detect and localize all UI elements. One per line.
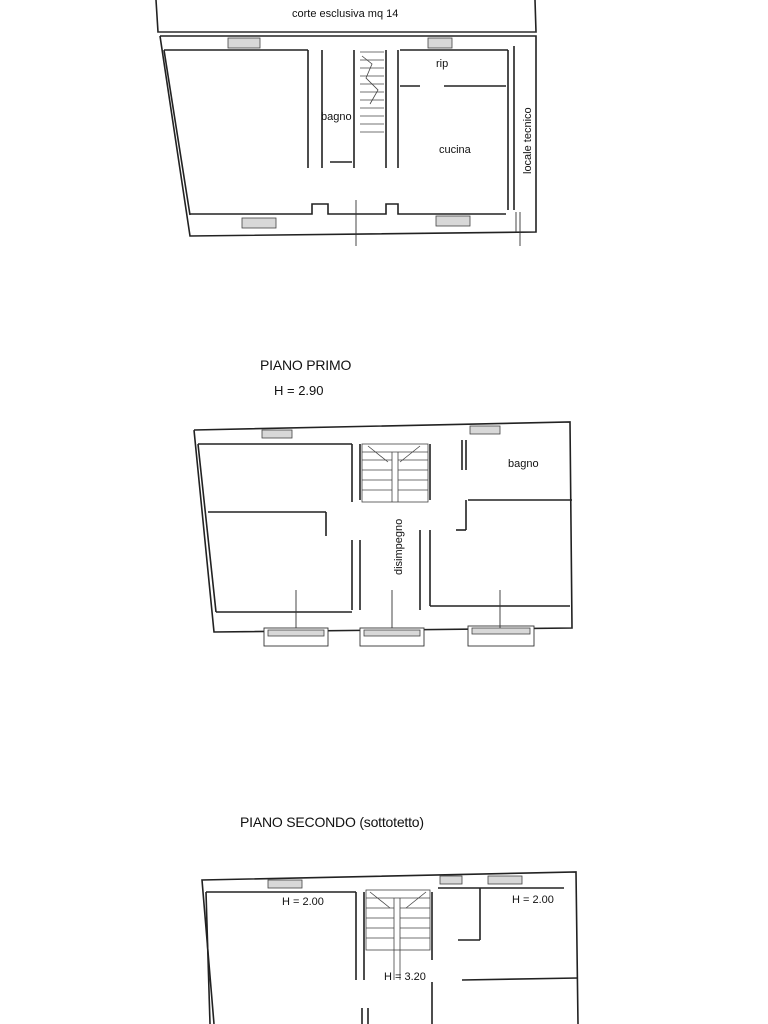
ground-floor-plan xyxy=(156,0,536,246)
room-label-disimpegno: disimpegno xyxy=(393,518,405,575)
window xyxy=(470,426,500,434)
height-label-right: H = 2.00 xyxy=(512,894,554,906)
room-label-bagno: bagno xyxy=(321,111,352,123)
room-label-locale-tecnico: locale tecnico xyxy=(522,107,534,174)
first-floor-height: H = 2.90 xyxy=(274,383,324,398)
window xyxy=(440,876,462,884)
window xyxy=(436,216,470,226)
window xyxy=(428,38,452,48)
room-label-cucina: cucina xyxy=(439,144,471,156)
window xyxy=(242,218,276,228)
window xyxy=(228,38,260,48)
first-floor-title: PIANO PRIMO xyxy=(260,357,352,373)
second-floor-title: PIANO SECONDO (sottotetto) xyxy=(240,814,424,830)
second-floor-plan xyxy=(202,872,578,1024)
first-floor-plan xyxy=(194,422,572,646)
height-label-left: H = 2.00 xyxy=(282,896,324,908)
height-label-center: H = 3.20 xyxy=(384,971,426,983)
court-label: corte esclusiva mq 14 xyxy=(292,8,399,20)
window xyxy=(262,430,292,438)
room-label-rip: rip xyxy=(436,58,449,70)
window xyxy=(488,876,522,884)
room-label-bagno: bagno xyxy=(508,458,539,470)
window xyxy=(268,880,302,888)
